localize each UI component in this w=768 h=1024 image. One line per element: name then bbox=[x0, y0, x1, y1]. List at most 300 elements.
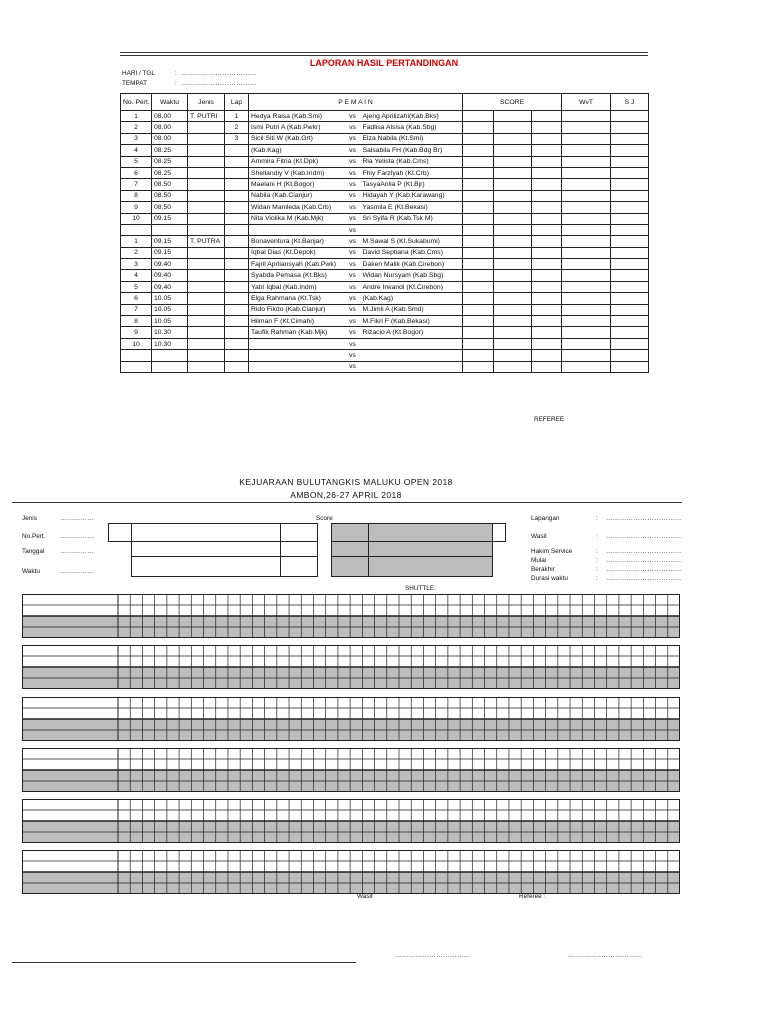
row-vs: vs bbox=[345, 361, 361, 372]
row-waktu: 08.00 bbox=[152, 133, 188, 144]
table-row bbox=[121, 316, 649, 327]
row-score-a bbox=[463, 236, 494, 247]
row-score-mid bbox=[494, 224, 532, 235]
row-jenis bbox=[188, 361, 225, 372]
row-sj bbox=[611, 327, 649, 338]
row-player-1: Hilman F (Kt.Cimahi) bbox=[249, 316, 345, 327]
row-lap: 3 bbox=[225, 133, 249, 144]
row-wvt bbox=[562, 145, 611, 156]
row-player-2: Ajeng Aprilizahi(Kab.Bks) bbox=[361, 111, 463, 122]
row-player-2: Andre Irwandi (Kt.Cirebon) bbox=[361, 281, 463, 292]
footer-referee-label: Referee : bbox=[519, 893, 546, 900]
row-vs: vs bbox=[345, 270, 361, 281]
row-jenis bbox=[188, 247, 225, 258]
row-score-a bbox=[463, 133, 494, 144]
nopert-label: No.Pert. bbox=[22, 533, 46, 540]
score-gray-a2 bbox=[331, 541, 369, 557]
jenis-label: Jenis bbox=[22, 515, 37, 522]
row-sj bbox=[611, 111, 649, 122]
row-player-2: M.Jimli A (Kab.Smd) bbox=[361, 304, 463, 315]
tempat-label: TEMPAT bbox=[122, 80, 147, 87]
row-no: 7 bbox=[121, 179, 152, 190]
row-waktu: 08.50 bbox=[152, 179, 188, 190]
row-vs: vs bbox=[345, 338, 361, 349]
row-vs: vs bbox=[345, 167, 361, 178]
row-vs: vs bbox=[345, 202, 361, 213]
row-sj bbox=[611, 259, 649, 270]
row-sj bbox=[611, 145, 649, 156]
row-player-1: Taufik Rahman (Kab.Mjk) bbox=[249, 327, 345, 338]
row-score-b bbox=[532, 236, 562, 247]
row-score-b bbox=[532, 213, 562, 224]
row-player-2: Sri Syifa R (Kab.Tsk M) bbox=[361, 213, 463, 224]
row-score-b bbox=[532, 293, 562, 304]
scoresheet-subtitle: AMBON,26-27 APRIL 2018 bbox=[290, 490, 402, 500]
table-row bbox=[121, 236, 649, 247]
row-score-mid bbox=[494, 122, 532, 133]
row-no bbox=[121, 350, 152, 361]
tempat-colon: : bbox=[175, 80, 177, 87]
row-waktu: 09.40 bbox=[152, 270, 188, 281]
player-box-a1[interactable] bbox=[131, 523, 281, 542]
row-score-b bbox=[532, 247, 562, 258]
row-no: 2 bbox=[121, 247, 152, 258]
row-score-b bbox=[532, 350, 562, 361]
row-player-2: Fadlisa Alsisa (Kab.Sbg) bbox=[361, 122, 463, 133]
player-box-b1[interactable] bbox=[131, 556, 281, 577]
player-gray-a1 bbox=[368, 523, 493, 542]
row-player-2: M.Sawal S (Kt.Sukabumi) bbox=[361, 236, 463, 247]
berakhir-label: Berakhir bbox=[531, 566, 555, 573]
row-no: 1 bbox=[121, 236, 152, 247]
row-vs: vs bbox=[345, 350, 361, 361]
row-player-2: Salsabila FH (Kab.Bdg Br) bbox=[361, 145, 463, 156]
row-score-mid bbox=[494, 167, 532, 178]
row-jenis bbox=[188, 350, 225, 361]
scoresheet-rule bbox=[12, 502, 682, 503]
mulai-value: …………………………… bbox=[606, 557, 682, 564]
row-waktu: 10.05 bbox=[152, 304, 188, 315]
row-lap bbox=[225, 350, 249, 361]
row-no: 7 bbox=[121, 304, 152, 315]
row-lap bbox=[225, 156, 249, 167]
row-wvt bbox=[562, 236, 611, 247]
row-score-a bbox=[463, 259, 494, 270]
row-lap bbox=[225, 145, 249, 156]
row-waktu: 09.15 bbox=[152, 213, 188, 224]
row-jenis bbox=[188, 304, 225, 315]
row-score-b bbox=[532, 361, 562, 372]
row-vs: vs bbox=[345, 293, 361, 304]
hari-colon: : bbox=[175, 70, 177, 77]
row-vs: vs bbox=[345, 236, 361, 247]
row-jenis bbox=[188, 179, 225, 190]
row-wvt bbox=[562, 247, 611, 258]
row-waktu: 08.25 bbox=[152, 167, 188, 178]
row-score-b bbox=[532, 111, 562, 122]
row-no bbox=[121, 361, 152, 372]
game-grid-5[interactable] bbox=[22, 799, 680, 843]
row-score-mid bbox=[494, 236, 532, 247]
row-waktu: 09.15 bbox=[152, 247, 188, 258]
footer-wasit-label: Wasit bbox=[357, 893, 373, 900]
row-lap bbox=[225, 179, 249, 190]
row-vs: vs bbox=[345, 156, 361, 167]
row-wvt bbox=[562, 156, 611, 167]
row-no: 8 bbox=[121, 316, 152, 327]
row-player-1: Nita Violika M (Kab.Mjk) bbox=[249, 213, 345, 224]
row-jenis bbox=[188, 213, 225, 224]
table-row bbox=[121, 281, 649, 292]
row-player-1: Rido Fikdo (Kab.Cianjur) bbox=[249, 304, 345, 315]
row-player-2: Daken Malik (Kab.Cirebon) bbox=[361, 259, 463, 270]
row-player-1: Shellandiy V (Kab.Indm) bbox=[249, 167, 345, 178]
row-wvt bbox=[562, 202, 611, 213]
row-jenis bbox=[188, 293, 225, 304]
wasit-label: Wasit bbox=[531, 533, 547, 540]
row-score-mid bbox=[494, 202, 532, 213]
row-player-1: Syabda Pemasa (Kt.Bks) bbox=[249, 270, 345, 281]
row-waktu: 10.05 bbox=[152, 293, 188, 304]
tanggal-label: Tanggal bbox=[22, 548, 45, 555]
waktu-label: Waktu bbox=[22, 568, 40, 575]
row-score-b bbox=[532, 338, 562, 349]
table-row bbox=[121, 247, 649, 258]
row-lap bbox=[225, 247, 249, 258]
row-waktu: 08.25 bbox=[152, 156, 188, 167]
row-jenis bbox=[188, 122, 225, 133]
score-box-a2[interactable] bbox=[280, 541, 318, 557]
row-score-mid bbox=[494, 316, 532, 327]
row-player-1 bbox=[249, 350, 345, 361]
berakhir-colon: : bbox=[596, 566, 598, 573]
nopert-value: …………… bbox=[60, 533, 95, 540]
row-wvt bbox=[562, 350, 611, 361]
row-wvt bbox=[562, 293, 611, 304]
row-score-mid bbox=[494, 111, 532, 122]
table-row bbox=[121, 327, 649, 338]
hakim-label: Hakim Service bbox=[531, 548, 573, 555]
row-player-1 bbox=[249, 224, 345, 235]
row-score-mid bbox=[494, 304, 532, 315]
row-score-mid bbox=[494, 133, 532, 144]
row-player-1: Ismi Putri A (Kab.Pwkr) bbox=[249, 122, 345, 133]
row-player-1: Yatri Iqbal (Kab.Indm) bbox=[249, 281, 345, 292]
row-wvt bbox=[562, 179, 611, 190]
row-score-mid bbox=[494, 213, 532, 224]
row-wvt bbox=[562, 167, 611, 178]
row-score-a bbox=[463, 190, 494, 201]
row-sj bbox=[611, 350, 649, 361]
row-vs: vs bbox=[345, 111, 361, 122]
row-player-1: Sicil Siti W (Kab.Grt) bbox=[249, 133, 345, 144]
row-player-2 bbox=[361, 338, 463, 349]
row-wvt bbox=[562, 133, 611, 144]
table-row bbox=[121, 122, 649, 133]
row-player-1: Maelani H (Kt.Bogor) bbox=[249, 179, 345, 190]
row-score-b bbox=[532, 145, 562, 156]
row-player-2 bbox=[361, 224, 463, 235]
row-lap bbox=[225, 190, 249, 201]
row-sj bbox=[611, 202, 649, 213]
row-sj bbox=[611, 247, 649, 258]
table-row bbox=[121, 202, 649, 213]
row-player-1: Widan Manileda (Kab.Crb) bbox=[249, 202, 345, 213]
score-box-b1[interactable] bbox=[280, 556, 318, 577]
row-sj bbox=[611, 122, 649, 133]
row-no: 10 bbox=[121, 213, 152, 224]
col-no-pert: No. Pert. bbox=[121, 94, 152, 111]
row-player-1: Hedya Raisa (Kab.Smi) bbox=[249, 111, 345, 122]
score-gray-b1 bbox=[331, 556, 369, 577]
row-score-mid bbox=[494, 179, 532, 190]
row-vs: vs bbox=[345, 224, 361, 235]
table-row bbox=[121, 350, 649, 361]
table-row bbox=[121, 111, 649, 122]
row-no bbox=[121, 224, 152, 235]
row-player-2: (Kab.Kag) bbox=[361, 293, 463, 304]
col-wvt: WvT bbox=[562, 94, 611, 111]
row-no: 5 bbox=[121, 156, 152, 167]
durasi-colon: : bbox=[596, 575, 598, 582]
row-jenis bbox=[188, 167, 225, 178]
row-sj bbox=[611, 213, 649, 224]
game-grid-4[interactable] bbox=[22, 748, 680, 792]
row-score-mid bbox=[494, 350, 532, 361]
row-score-mid bbox=[494, 145, 532, 156]
row-waktu: 08.50 bbox=[152, 202, 188, 213]
row-no: 5 bbox=[121, 281, 152, 292]
row-score-mid bbox=[494, 281, 532, 292]
row-score-a bbox=[463, 156, 494, 167]
tempat-value: …………………………… bbox=[181, 80, 257, 87]
row-vs: vs bbox=[345, 247, 361, 258]
table-row bbox=[121, 167, 649, 178]
table-row bbox=[121, 190, 649, 201]
row-sj bbox=[611, 133, 649, 144]
row-player-1: Elga Rahmana (Kt.Tsk) bbox=[249, 293, 345, 304]
col-lap: Lap bbox=[225, 94, 249, 111]
row-jenis bbox=[188, 259, 225, 270]
col-waktu: Waktu bbox=[152, 94, 188, 111]
row-vs: vs bbox=[345, 327, 361, 338]
row-vs: vs bbox=[345, 316, 361, 327]
row-sj bbox=[611, 338, 649, 349]
table-row bbox=[121, 259, 649, 270]
row-vs: vs bbox=[345, 145, 361, 156]
row-player-1 bbox=[249, 361, 345, 372]
row-player-2: Hidayah Y (Kab.Karawang) bbox=[361, 190, 463, 201]
tanggal-value: …………… bbox=[60, 548, 95, 555]
row-waktu: 10.30 bbox=[152, 338, 188, 349]
row-sj bbox=[611, 190, 649, 201]
player-box-small[interactable] bbox=[108, 523, 132, 542]
lapangan-colon: : bbox=[596, 515, 598, 522]
player-box-small-right[interactable] bbox=[492, 523, 506, 542]
row-wvt bbox=[562, 259, 611, 270]
signature-line-left bbox=[12, 962, 356, 963]
table-row bbox=[121, 304, 649, 315]
row-player-2: Widan Nursyam (Kab.Sbg) bbox=[361, 270, 463, 281]
row-score-mid bbox=[494, 270, 532, 281]
row-wvt bbox=[562, 111, 611, 122]
row-waktu: 08.50 bbox=[152, 190, 188, 201]
row-sj bbox=[611, 293, 649, 304]
durasi-label: Durasi waktu bbox=[531, 575, 568, 582]
row-no: 6 bbox=[121, 167, 152, 178]
row-lap bbox=[225, 281, 249, 292]
row-score-mid bbox=[494, 327, 532, 338]
row-jenis bbox=[188, 270, 225, 281]
report-title: LAPORAN HASIL PERTANDINGAN bbox=[309, 58, 459, 68]
row-sj bbox=[611, 270, 649, 281]
row-lap bbox=[225, 167, 249, 178]
table-row bbox=[121, 293, 649, 304]
scoresheet-title: KEJUARAAN BULUTANGKIS MALUKU OPEN 2018 bbox=[239, 477, 453, 487]
row-waktu bbox=[152, 224, 188, 235]
row-no: 9 bbox=[121, 327, 152, 338]
game-grid-2[interactable] bbox=[22, 645, 680, 689]
row-score-a bbox=[463, 270, 494, 281]
row-score-a bbox=[463, 304, 494, 315]
row-player-2: Elza Nabila (Kt.Smi) bbox=[361, 133, 463, 144]
row-wvt bbox=[562, 327, 611, 338]
row-score-a bbox=[463, 122, 494, 133]
row-lap bbox=[225, 236, 249, 247]
row-lap bbox=[225, 338, 249, 349]
row-score-b bbox=[532, 259, 562, 270]
referee-label: REFEREE bbox=[534, 416, 565, 423]
score-box-a1[interactable] bbox=[280, 523, 318, 542]
row-wvt bbox=[562, 281, 611, 292]
row-waktu: 08.00 bbox=[152, 111, 188, 122]
row-score-a bbox=[463, 111, 494, 122]
row-waktu: 08.00 bbox=[152, 122, 188, 133]
row-waktu: 08.25 bbox=[152, 145, 188, 156]
hari-value: …………………………… bbox=[181, 70, 257, 77]
row-score-a bbox=[463, 213, 494, 224]
row-score-b bbox=[532, 167, 562, 178]
row-score-mid bbox=[494, 338, 532, 349]
wasit-colon: : bbox=[596, 533, 598, 540]
row-score-a bbox=[463, 179, 494, 190]
row-lap bbox=[225, 270, 249, 281]
table-header-row bbox=[121, 94, 649, 111]
row-jenis: T. PUTRI bbox=[188, 111, 225, 122]
row-no: 6 bbox=[121, 293, 152, 304]
row-score-a bbox=[463, 293, 494, 304]
row-lap: 2 bbox=[225, 122, 249, 133]
signature-dots-wasit: …………………………… bbox=[395, 952, 471, 959]
row-player-2: Rizacio A (Kt.Bogor) bbox=[361, 327, 463, 338]
row-player-1 bbox=[249, 338, 345, 349]
mulai-colon: : bbox=[596, 557, 598, 564]
row-waktu bbox=[152, 350, 188, 361]
row-waktu: 09.15 bbox=[152, 236, 188, 247]
game-grid-3[interactable] bbox=[22, 697, 680, 741]
row-score-mid bbox=[494, 156, 532, 167]
lapangan-value: …………………………… bbox=[606, 515, 682, 522]
row-score-a bbox=[463, 224, 494, 235]
row-score-mid bbox=[494, 247, 532, 258]
hakim-colon: : bbox=[596, 548, 598, 555]
row-vs: vs bbox=[345, 179, 361, 190]
row-sj bbox=[611, 304, 649, 315]
row-lap bbox=[225, 316, 249, 327]
row-jenis bbox=[188, 133, 225, 144]
row-wvt bbox=[562, 190, 611, 201]
col-score: SCORE bbox=[463, 94, 562, 111]
row-wvt bbox=[562, 122, 611, 133]
row-lap: 1 bbox=[225, 111, 249, 122]
row-score-a bbox=[463, 316, 494, 327]
row-player-2: Fhiy Farzlyah (Kt.Crb) bbox=[361, 167, 463, 178]
row-no: 1 bbox=[121, 111, 152, 122]
row-score-b bbox=[532, 202, 562, 213]
row-player-1: Ammira Fitria (Kt.Dpk) bbox=[249, 156, 345, 167]
table-row bbox=[121, 338, 649, 349]
row-player-2: M.Fikri F (Kab.Bekasi) bbox=[361, 316, 463, 327]
row-lap bbox=[225, 213, 249, 224]
waktu-value: …………… bbox=[60, 568, 95, 575]
score-gray-a1 bbox=[331, 523, 369, 542]
row-score-b bbox=[532, 122, 562, 133]
row-vs: vs bbox=[345, 281, 361, 292]
player-box-a2[interactable] bbox=[131, 541, 281, 557]
row-score-b bbox=[532, 304, 562, 315]
row-sj bbox=[611, 361, 649, 372]
row-no: 10 bbox=[121, 338, 152, 349]
row-score-a bbox=[463, 167, 494, 178]
row-lap bbox=[225, 259, 249, 270]
table-row bbox=[121, 145, 649, 156]
row-jenis bbox=[188, 224, 225, 235]
row-player-2 bbox=[361, 361, 463, 372]
row-jenis bbox=[188, 316, 225, 327]
score-label: Score bbox=[316, 515, 333, 522]
row-score-b bbox=[532, 179, 562, 190]
row-jenis bbox=[188, 338, 225, 349]
row-no: 8 bbox=[121, 190, 152, 201]
row-sj bbox=[611, 224, 649, 235]
game-grid-6[interactable] bbox=[22, 850, 680, 894]
row-jenis bbox=[188, 327, 225, 338]
row-wvt bbox=[562, 224, 611, 235]
game-grid-1[interactable] bbox=[22, 594, 680, 638]
row-jenis bbox=[188, 190, 225, 201]
row-no: 2 bbox=[121, 122, 152, 133]
row-wvt bbox=[562, 213, 611, 224]
row-sj bbox=[611, 179, 649, 190]
row-player-1: (Kab.Kag) bbox=[249, 145, 345, 156]
row-vs: vs bbox=[345, 190, 361, 201]
row-score-b bbox=[532, 270, 562, 281]
mulai-label: Mulai bbox=[531, 557, 547, 564]
row-score-a bbox=[463, 247, 494, 258]
match-report-table bbox=[120, 93, 649, 373]
row-lap bbox=[225, 293, 249, 304]
table-row bbox=[121, 156, 649, 167]
row-waktu bbox=[152, 361, 188, 372]
table-row bbox=[121, 270, 649, 281]
jenis-value: …………… bbox=[60, 515, 95, 522]
col-jenis: Jenis bbox=[188, 94, 225, 111]
row-lap bbox=[225, 361, 249, 372]
row-player-2 bbox=[361, 350, 463, 361]
row-vs: vs bbox=[345, 304, 361, 315]
row-no: 4 bbox=[121, 145, 152, 156]
row-score-mid bbox=[494, 190, 532, 201]
